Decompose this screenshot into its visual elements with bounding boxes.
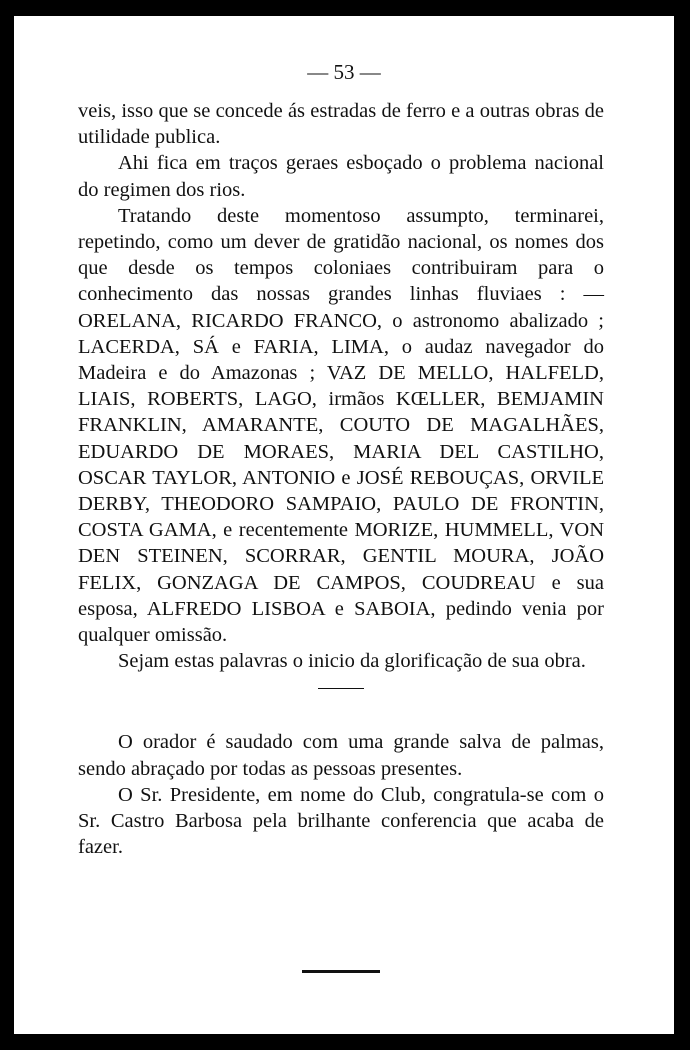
end-rule (302, 970, 380, 973)
page-number: — 53 — (307, 60, 381, 84)
paragraph-2: Ahi fica em traços geraes esboçado o problema nacional do regimen dos rios. (78, 152, 604, 201)
document-page (14, 16, 674, 1034)
spacer (78, 689, 604, 729)
paragraph-4: Sejam estas palavras o inicio da glorificação de sua obra. (118, 650, 586, 673)
paragraph-1: veis, isso que se concede ás estradas de ferro e a outras obras de utilidade publica. (78, 100, 604, 149)
paragraph-3: Tratando deste momentoso assumpto, terminarei, repetindo, como um dever de gratidão nacional, os nomes dos que desde os tempos coloniaes contribuiram para o conhecimento das nossas grandes linhas fluviaes : — ORELANA, RICARDO FRANCO, o astronomo abalizado ; LACERDA, SÁ e FARIA, LIMA, o audaz navegador do Madeira e do Amazonas ; VAZ DE MELLO, HALFELD, LIAIS, ROBERTS, LAGO, irmãos KŒLLER, BEMJAMIN FRANKLIN, AMARANTE, COUTO DE MAGALHÃES, EDUARDO DE MORAES, MARIA DEL CASTILHO, OSCAR TAYLOR, ANTONIO e JOSÉ REBOUÇAS, ORVILE DERBY, THEODORO SAMPAIO, PAULO DE FRONTIN, COSTA GAMA, e recentemente MORIZE, HUMMELL, VON DEN STEINEN, SCORRAR, GENTIL MOURA, JOÃO FELIX, GONZAGA DE CAMPOS, COUDREAU e sua esposa, ALFREDO LISBOA e SABOIA, pedindo venia por qualquer omissão. (78, 204, 604, 647)
paragraph-6: O Sr. Presidente, em nome do Club, congratula-se com o Sr. Castro Barbosa pela brilhante conferencia que acaba de fazer. (78, 783, 604, 859)
body-text (78, 98, 604, 973)
spacer (78, 860, 604, 956)
paragraph-5: O orador é saudado com uma grande salva de palmas, sendo abraçado por todas as pessoas presentes. (78, 731, 604, 780)
